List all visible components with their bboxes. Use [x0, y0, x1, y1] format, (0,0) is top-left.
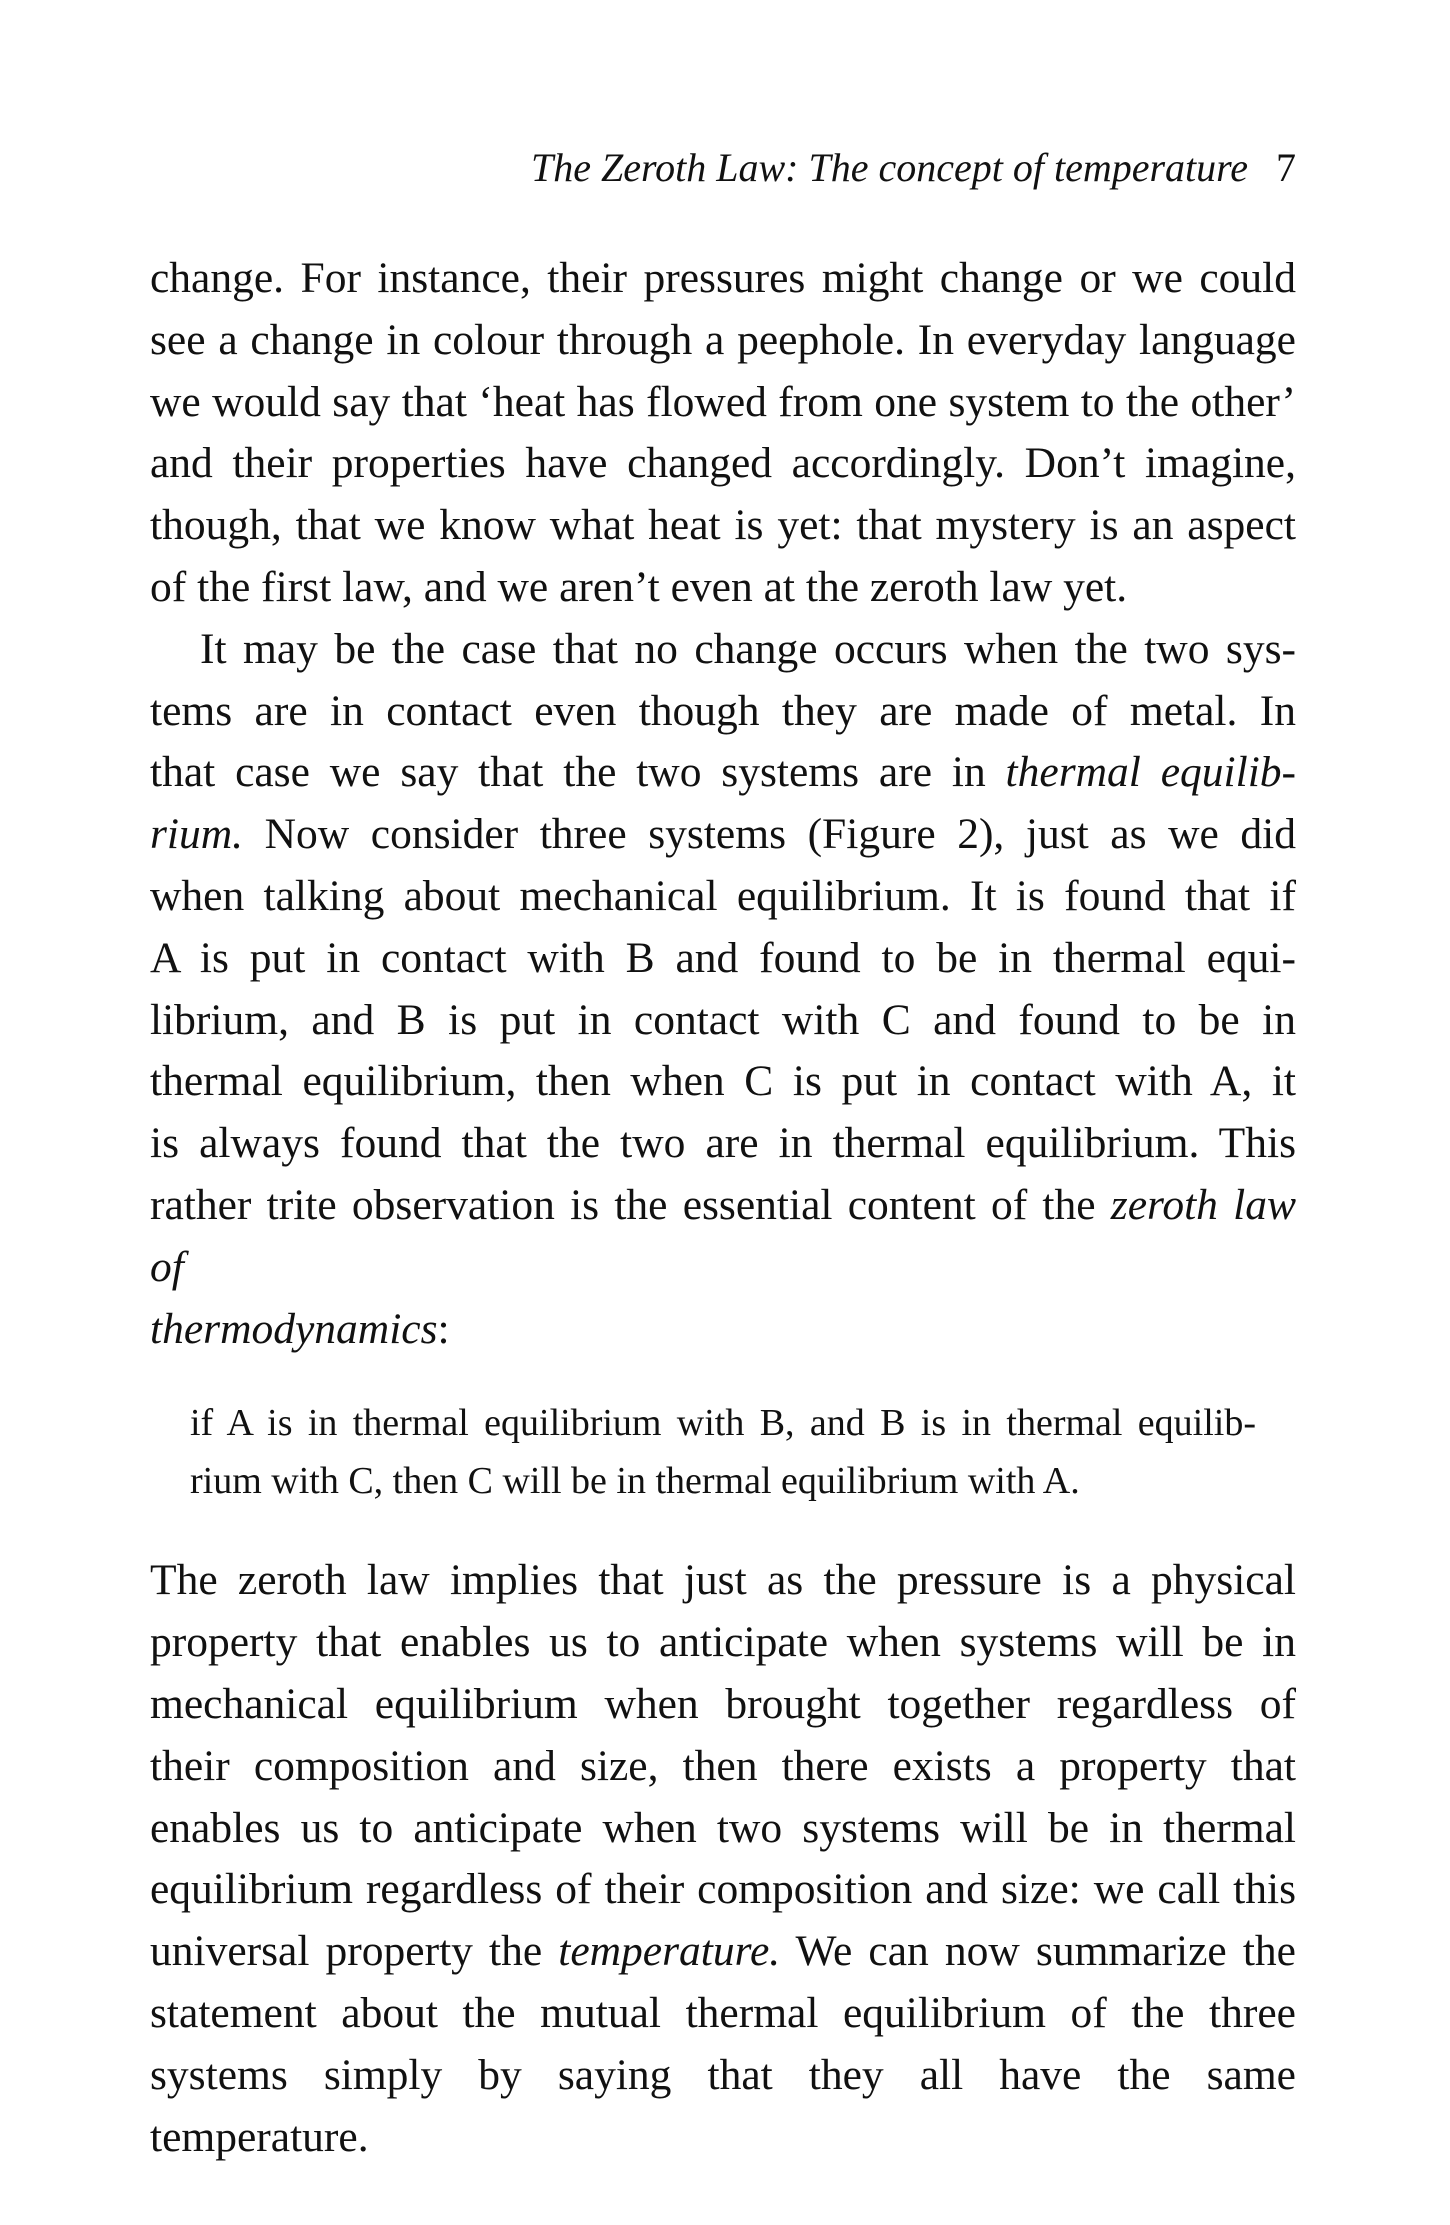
text-line — [150, 1175, 1296, 1299]
text-line — [150, 1299, 1296, 1361]
text-fragment: that case we say that the two systems are in — [150, 748, 1006, 797]
text-fragment: universal property the — [150, 1927, 559, 1976]
paragraph-3 — [150, 1550, 1296, 2168]
text-line: of the first law, and we aren’t even at the zeroth law yet. — [150, 562, 1128, 611]
text-line: change. For instance, their pressures might change or we could — [150, 254, 1296, 302]
term-thermal-equilibrium-cont: rium. — [150, 810, 244, 859]
text-line: systems simply by saying that they all have the same temperature. — [150, 2050, 1296, 2161]
page-number: 7 — [1276, 145, 1296, 190]
text-line: their composition and size, then there exists a property that — [150, 1741, 1296, 1790]
text-line: is always found that the two are in thermal equilibrium. This — [150, 1119, 1296, 1168]
text-line — [150, 1921, 1296, 1983]
text-line: see a change in colour through a peephole. In everyday language — [150, 315, 1296, 364]
text-line: The zeroth law implies that just as the pressure is a physical — [150, 1556, 1296, 1605]
text-line: tems are in contact even though they are made of metal. In — [150, 686, 1296, 735]
text-fragment: : — [437, 1304, 450, 1353]
text-line: we would say that ‘heat has flowed from one system to the other’ — [150, 377, 1296, 426]
term-thermodynamics: thermodynamics — [150, 1304, 438, 1353]
quote-line: if A is in thermal equilibrium with B, and B is in thermal equilib- — [190, 1402, 1256, 1445]
text-line: equilibrium regardless of their composition and size: we call this — [150, 1865, 1296, 1914]
text-line: thermal equilibrium, then when C is put in contact with A, it — [150, 1057, 1296, 1106]
text-line: It may be the case that no change occurs when the two sys- — [200, 624, 1296, 673]
term-temperature: temperature. — [558, 1927, 781, 1976]
text-line: when talking about mechanical equilibrium. It is found that if — [150, 871, 1296, 920]
text-line: though, that we know what heat is yet: that mystery is an aspect — [150, 501, 1296, 550]
body-text — [150, 248, 1296, 2168]
text-fragment: rather trite observation is the essential content of the — [150, 1180, 1111, 1229]
text-line: mechanical equilibrium when brought together regardless of — [150, 1679, 1296, 1728]
paragraph-1 — [150, 248, 1296, 619]
text-line — [150, 742, 1296, 804]
quote-line: rium with C, then C will be in thermal equilibrium with A. — [190, 1460, 1080, 1503]
text-line: and their properties have changed accordingly. Don’t imagine, — [150, 439, 1296, 488]
text-line: property that enables us to anticipate when systems will be in — [150, 1618, 1296, 1667]
running-head — [150, 140, 1296, 196]
text-line: A is put in contact with B and found to be in thermal equi- — [150, 933, 1296, 982]
zeroth-law-statement — [190, 1394, 1256, 1510]
term-zeroth-law: zeroth law of — [150, 1180, 1296, 1291]
text-fragment: We can now summarize the — [780, 1927, 1296, 1976]
term-thermal-equilibrium: thermal equilib- — [1005, 748, 1297, 797]
paragraph-2 — [150, 619, 1296, 1361]
text-line: statement about the mutual thermal equilibrium of the three — [150, 1988, 1296, 2037]
text-line — [150, 804, 1296, 866]
text-line: librium, and B is put in contact with C and found to be in — [150, 995, 1296, 1044]
text-line: enables us to anticipate when two systems will be in thermal — [150, 1803, 1296, 1852]
text-fragment: Now consider three systems (Figure 2), just as we did — [243, 810, 1296, 859]
running-head-title: The Zeroth Law: The concept of temperature — [531, 145, 1248, 190]
